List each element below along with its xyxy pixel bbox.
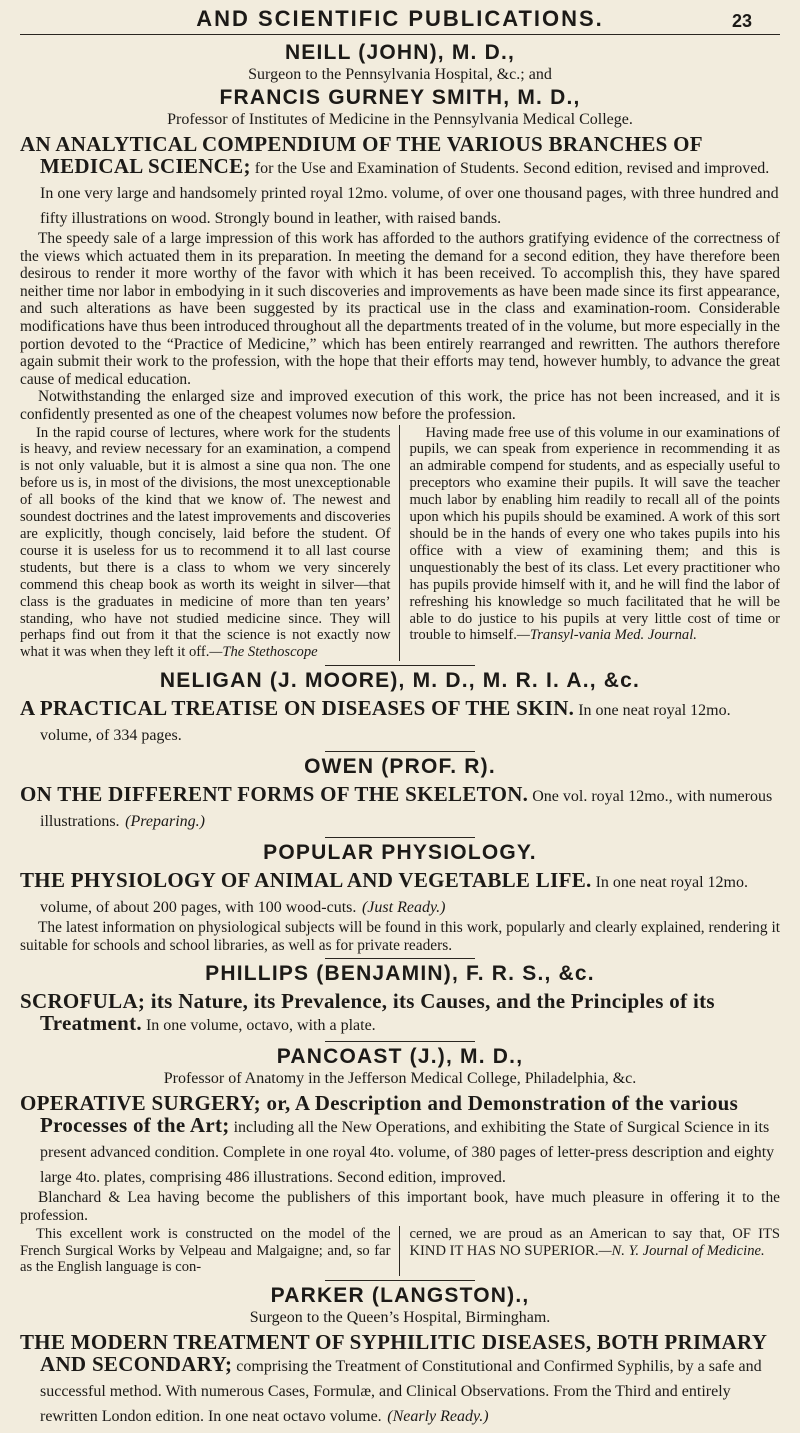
- book-title: [20, 990, 780, 1037]
- book-description: One vol. royal 12mo., with numerous illustrations.: [40, 788, 773, 831]
- review-quote: [20, 425, 391, 662]
- paragraph: Blanchard & Lea having become the publishers of this important book, have much pleasure in offering it to the profession.: [20, 1189, 780, 1224]
- catalogue-entry-phillips: [20, 962, 780, 1037]
- author-heading: PANCOAST (J.), M. D.,: [276, 1045, 524, 1069]
- catalogue-entry-neligan: [20, 669, 780, 747]
- review-text: [20, 919, 780, 954]
- divider: [325, 837, 475, 838]
- book-title: [20, 869, 780, 919]
- review-columns: [20, 1226, 780, 1277]
- review-quote: This excellent work is constructed on the model of the French Surgical Works by Velpeau and Malgaigne; and, so far as the English language is con-: [20, 1225, 391, 1276]
- book-title-main: A PRACTICAL TREATISE ON DISEASES OF THE SKIN.: [20, 696, 575, 721]
- author-credentials: Surgeon to the Queen’s Hospital, Birmingham.: [249, 1309, 551, 1327]
- divider: [325, 665, 475, 666]
- review-column-left: [20, 425, 400, 662]
- review-source: —Transyl-vania Med. Journal.: [516, 627, 697, 644]
- book-description: In one neat royal 12mo. volume, of about 200 pages, with 100 wood-cuts.: [40, 874, 748, 917]
- author-heading: NELIGAN (J. MOORE), M. D., M. R. I. A., &c.: [159, 669, 641, 693]
- book-description: for the Use and Examination of Students. Second edition, revised and improved. In one very large and handsomely printed royal 12mo. volume, of over one thousand pages, with three hundred and fifty illustrations on wood. Strongly bound in leather, with raised bands.: [40, 160, 779, 227]
- book-description: comprising the Treatment of Constitutional and Confirmed Syphilis, by a safe and successful method. With numerous Cases, Formulæ, and Clinical Observations. From the Third and entirely rewritten London edition. In one neat octavo volume.: [40, 1358, 762, 1426]
- review-source: —The Stethoscope: [209, 644, 318, 661]
- running-head: [20, 0, 780, 35]
- review-quote-text: cerned, we are proud as an American to say that, OF ITS KIND IT HAS NO SUPERIOR.: [409, 1225, 780, 1259]
- book-title-main: THE MODERN TREATMENT OF SYPHILITIC DISEASES, BOTH PRIMARY AND SECONDARY;: [20, 1330, 767, 1377]
- catalogue-entry-owen: [20, 755, 780, 833]
- review-columns: [20, 425, 780, 662]
- page-number: 23: [731, 11, 752, 31]
- review-quote: [410, 425, 781, 645]
- availability-note: (Preparing.): [125, 813, 205, 831]
- availability-note: (Just Ready.): [361, 899, 446, 917]
- paragraph: Notwithstanding the enlarged size and improved execution of this work, the price has not been increased, and it is confidently presented as one of the cheapest volumes now before the profession.: [20, 388, 780, 423]
- divider: [325, 958, 475, 959]
- divider: [325, 751, 475, 752]
- book-title: [20, 1092, 780, 1189]
- paragraph: The speedy sale of a large impression of this work has afforded to the authors gratifying evidence of the correctness of the views which actuated them in its preparation. In meeting the demand for a second edition, they have therefore been desirous to render it more worthy of the favor with which it has been received. To accomplish this, they have spared neither time nor labor in embodying in it such discoveries and improvements as have been made since its first appearance, and such alterations as have been suggested by its practical use in the class and examination-room. Considerable modifications have thus been introduced throughout all the departments treated of in the volume, but more especially in the portion devoted to the “Practice of Medicine,” which has been entirely rearranged and rewritten. The authors therefore again submit their work to the profession, with the hope that their efforts may tend, however humbly, to advance the great cause of medical education.: [20, 230, 780, 388]
- coauthor-credentials: Professor of Institutes of Medicine in the Pennsylvania Medical College.: [167, 111, 633, 128]
- book-title: [20, 783, 780, 833]
- author-heading: POPULAR PHYSIOLOGY.: [263, 841, 537, 865]
- review-text: [20, 230, 780, 424]
- coauthor-heading: FRANCIS GURNEY SMITH, M. D.,: [219, 86, 581, 109]
- paragraph: The latest information on physiological subjects will be found in this work, popularly and clearly explained, rendering it suitable for schools and school libraries, as well as for private readers.: [20, 919, 780, 954]
- catalogue-entry-neill: [20, 41, 780, 661]
- review-source: —N. Y. Journal of Medicine.: [598, 1242, 765, 1259]
- availability-note: (Nearly Ready.): [387, 1408, 489, 1426]
- book-title-main: OPERATIVE SURGERY; or, A Description and Demonstration of the various Processes of the Art;: [20, 1091, 739, 1138]
- review-quote-text: Having made free use of this volume in our examinations of pupils, we can speak from experience in recommending it as an admirable compend for students, and as especially useful to preceptors who examine their pupils. It will save the teacher much labor by enabling him readily to recall all of the points upon which his pupils should be examined. A work of this sort should be in the hands of every one who takes pupils into his office with a view of examining them; and this is unquestionably the best of its class. Let every practitioner who has pupils provide himself with it, and he will find the labor of refreshing his knowledge so much facilitated that he will be able to do justice to his pupils at very little cost of time or trouble to himself.: [409, 424, 780, 644]
- book-description: In one volume, octavo, with a plate.: [141, 1017, 376, 1035]
- book-title: [20, 133, 780, 230]
- review-quote: [410, 1226, 781, 1260]
- author-heading: OWEN (PROF. R).: [304, 755, 496, 779]
- review-column-right: [410, 1226, 781, 1277]
- author-heading: PARKER (LANGSTON).,: [270, 1284, 530, 1308]
- review-quote-text: In the rapid course of lectures, where work for the students is heavy, and review necessary for an examination, a compend is not only valuable, but it is almost a sine qua non. The one before us is, in most of the divisions, the most unexceptionable of all books of the kind that we know of. The newest and soundest doctrines and the latest improvements and discoveries are explicitly, though concisely, laid before the student. Of course it is useless for us to recommend it to all last course students, but there is a class to whom we very sincerely commend this cheap book as worth its weight in silver—that class is the graduates in medicine of more than ten years’ standing, who have not studied medicine since. They will perhaps find out from it that the science is not exactly now what it was when they left it off.: [20, 424, 391, 661]
- book-title-main: AN ANALYTICAL COMPENDIUM OF THE VARIOUS BRANCHES OF MEDICAL SCIENCE;: [20, 132, 703, 178]
- book-title: [20, 1331, 780, 1428]
- book-title-main: SCROFULA; its Nature, its Prevalence, its Causes, and the Principles of its Treatment.: [20, 989, 715, 1036]
- book-description: In one neat royal 12mo. volume, of 334 pages.: [40, 702, 731, 745]
- catalogue-entry-parker: [20, 1284, 780, 1428]
- author-credentials: Professor of Anatomy in the Jefferson Medical College, Philadelphia, &c.: [163, 1070, 637, 1088]
- author-credentials: Surgeon to the Pennsylvania Hospital, &c.; and: [248, 66, 552, 83]
- book-title-main: ON THE DIFFERENT FORMS OF THE SKELETON.: [20, 782, 529, 807]
- author-heading: NEILL (JOHN), M. D.,: [284, 41, 516, 64]
- running-title: AND SCIENTIFIC PUBLICATIONS.: [196, 6, 604, 31]
- catalogue-entry-pancoast: [20, 1045, 780, 1276]
- catalogue-entry-popular-physiology: [20, 841, 780, 954]
- book-title-main: THE PHYSIOLOGY OF ANIMAL AND VEGETABLE LIFE.: [20, 868, 592, 893]
- review-text: [20, 1189, 780, 1224]
- divider: [325, 1041, 475, 1042]
- book-title: [20, 697, 780, 747]
- review-column-right: [410, 425, 781, 662]
- review-column-left: [20, 1226, 400, 1277]
- author-heading: PHILLIPS (BENJAMIN), F. R. S., &c.: [205, 962, 595, 986]
- book-description: including all the New Operations, and exhibiting the State of Surgical Science in its present advanced condition. Complete in one royal 4to. volume, of 380 pages of letter-press description and eighty large 4to. plates, comprising 486 illustrations. Second edition, improved.: [40, 1119, 775, 1187]
- divider: [325, 1280, 475, 1281]
